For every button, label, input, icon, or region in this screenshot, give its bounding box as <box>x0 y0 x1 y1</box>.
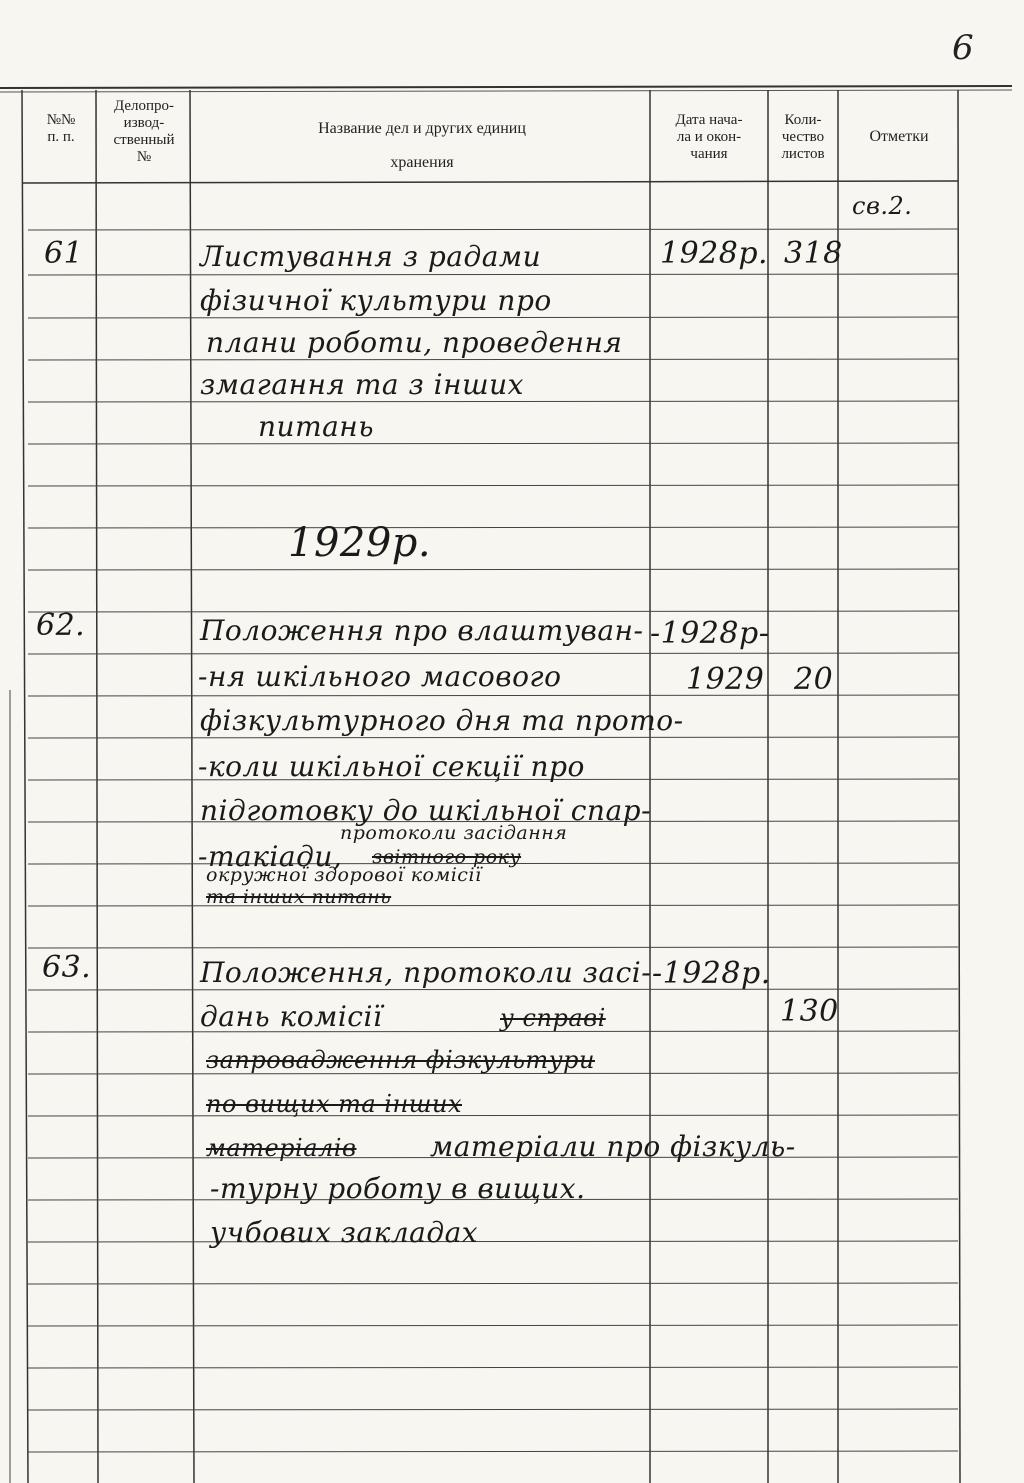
record-title-line: дань комісії <box>200 1000 383 1033</box>
record-title-line: -ня шкільного масового <box>198 660 562 693</box>
record-sheets: 20 <box>794 662 834 697</box>
header-col-count: Коли- чество листов <box>781 112 825 162</box>
record-title-line: учбових закладах <box>210 1216 479 1249</box>
record-title-line: фізичної культури про <box>200 284 552 317</box>
header-col-delo: Делопро- извод- ственный № <box>113 98 175 165</box>
record-title-line: -коли шкільної секції про <box>198 750 585 783</box>
record-title-annotation: протоколи засідання <box>340 822 568 844</box>
record-inserted-text: окружної здорової комісії <box>206 864 482 886</box>
record-struck-text: запровадження фізкультури <box>206 1046 595 1074</box>
record-struck-text: звітного року <box>372 846 522 868</box>
record-title-line: підготовку до шкільної спар- <box>200 794 652 827</box>
record-title-line: змагання та з інших <box>200 368 524 401</box>
record-number: 61 <box>44 236 84 271</box>
record-title-line: матеріали про фізкуль- <box>430 1130 796 1163</box>
record-number: 63. <box>42 950 92 985</box>
record-title-line: питань <box>258 410 374 443</box>
record-title-line: -турну роботу в вищих. <box>210 1172 586 1205</box>
record-struck-text: матеріалів <box>206 1134 357 1162</box>
record-title-line: фізкультурного дня та прото- <box>200 704 684 737</box>
record-struck-text: та інших питань <box>206 886 392 908</box>
record-sheets: 318 <box>784 236 843 271</box>
record-sheets: 130 <box>780 994 839 1029</box>
record-number: 62. <box>36 608 86 643</box>
header-col-number: №№ п. п. <box>46 112 76 145</box>
section-year: 1929р. <box>288 520 432 566</box>
notes-box-label: св.2. <box>852 192 913 220</box>
record-title-line: плани роботи, проведення <box>206 326 623 359</box>
record-date: -1928р. <box>652 956 771 991</box>
record-title-line: Положення, протоколи засі- <box>200 956 652 989</box>
page-number: 6 <box>952 28 974 68</box>
header-col-notes: Отметки <box>869 128 929 145</box>
record-struck-text: у справі <box>500 1004 606 1032</box>
record-struck-text: по вищих та інших <box>206 1090 463 1118</box>
record-title-line: -такіади, <box>198 840 343 873</box>
record-date: -1928р- <box>650 616 770 651</box>
record-title-line: Листування з радами <box>200 240 542 273</box>
header-col-dates: Дата нача- ла и окон- чания <box>675 112 743 162</box>
header-col-title: Название дел и других единиц хранения <box>318 120 526 171</box>
record-date: 1928р. <box>660 236 769 271</box>
record-title-line: Положення про влаштуван- <box>200 614 644 647</box>
record-date: 1929 <box>686 662 765 697</box>
